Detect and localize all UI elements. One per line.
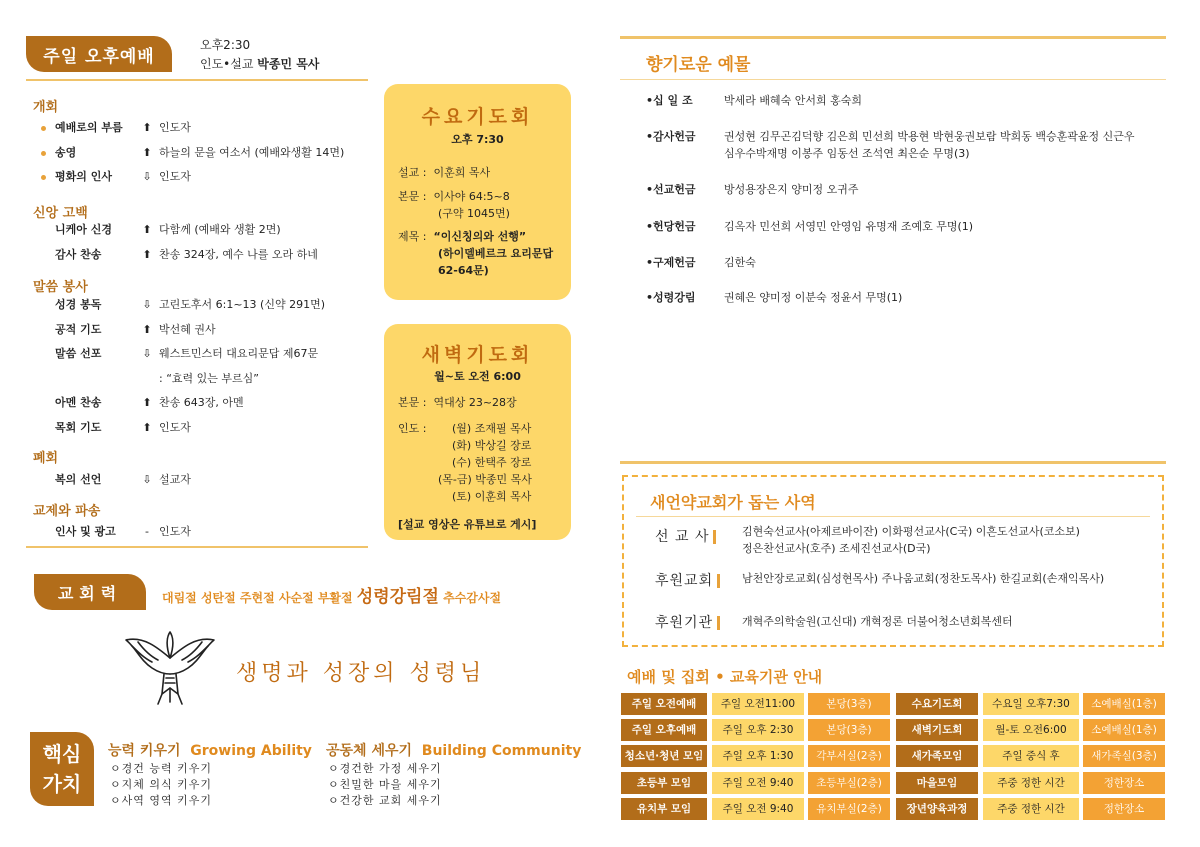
dawn-title: 새벽기도회 <box>421 344 534 366</box>
dawn-leader: (화) 박상길 장로 <box>452 439 532 452</box>
offering-label: •구제헌금 <box>646 256 696 269</box>
dawn-note: [설교 영상은 유튜브로 게시] <box>398 518 537 531</box>
core-value-item: ㅇ경건한 가정 세우기 <box>328 762 442 775</box>
supported-orgs-list: 개혁주의학술원(고신대) 개혁정론 더불어청소년회복센터 <box>742 615 1013 628</box>
offering-names: 방성용장은지 양미정 오귀주 <box>724 183 859 196</box>
preacher-name: 박종민 목사 <box>257 57 320 71</box>
order-item-value: 인도자 <box>159 420 191 434</box>
schedule-time-cell: 주일 오후 2:30 <box>712 719 804 741</box>
sit-arrow-icon: ⇩ <box>142 170 152 183</box>
offering-names: 권혜은 양미정 이분숙 정윤서 무명(1) <box>724 291 903 304</box>
core-value-1-en: Growing Ability <box>190 743 312 759</box>
order-item-label: 말씀 선포 <box>55 347 102 360</box>
wed-topic: “이신칭의와 선행” <box>433 230 527 243</box>
order-item-value: 박선혜 권사 <box>159 322 216 336</box>
schedule-time-cell: 주일 오후 1:30 <box>712 745 804 767</box>
wed-preacher-label: 설교 : <box>398 166 427 179</box>
bullet-icon <box>41 126 46 131</box>
bullet-icon <box>41 175 46 180</box>
order-section-title: 개회 <box>33 100 59 115</box>
schedule-time-cell: 주중 정한 시간 <box>983 798 1079 820</box>
offering-label: •선교헌금 <box>646 183 696 196</box>
schedule-name-cell: 마을모임 <box>896 772 978 794</box>
order-item-value: : “효력 있는 부르심” <box>159 371 259 385</box>
order-item-value: 하늘의 문을 여소서 (예배와생활 14면) <box>159 145 345 159</box>
wed-preacher: 이훈희 목사 <box>433 166 491 179</box>
order-item-value: 다함께 (예배와 생활 2면) <box>159 223 281 236</box>
season-theme: 생명과 성장의 성령님 <box>236 661 486 686</box>
offering-names: 박세라 배혜숙 안서희 홍숙희 <box>724 94 863 107</box>
offering-label: •십 일 조 <box>646 94 693 107</box>
schedule-place-cell: 새가족실(3층) <box>1083 745 1165 767</box>
order-item-label: 아멘 찬송 <box>55 396 102 409</box>
schedule-name-cell: 주일 오전예배 <box>621 693 707 715</box>
dawn-leader: (월) 조재필 목사 <box>452 422 532 435</box>
church-calendar-title: 교회력 <box>34 574 146 610</box>
supported-churches-label <box>655 570 720 590</box>
schedule-name-cell: 유치부 모임 <box>621 798 707 820</box>
wed-text-label: 본문 : <box>398 190 427 203</box>
core-value-item: ㅇ건강한 교회 세우기 <box>328 794 442 807</box>
seasons-list: 대림절 성탄절 주현절 사순절 부활절 <box>162 591 357 605</box>
offering-names: 김옥자 민선희 서영민 안영임 유명재 조예호 무명(1) <box>724 220 974 233</box>
wed-title: 수요기도회 <box>421 106 534 128</box>
ministry-title: 새언약교회가 돕는 사역 <box>650 493 816 512</box>
schedule-place-cell: 소예배실(1층) <box>1083 693 1165 715</box>
sunday-service-info <box>200 36 319 74</box>
stand-arrow-icon: ⬆ <box>142 247 152 261</box>
divider <box>26 79 368 81</box>
missionary-list: 김현숙선교사(아제르바이잔) 이화평선교사(C국) 이흔도선교사(코소보) <box>742 525 1080 538</box>
dawn-prayer-box <box>384 324 571 540</box>
dawn-text: 역대상 23~28장 <box>433 396 517 409</box>
schedule-place-cell: 본당(3층) <box>808 719 890 741</box>
bullet-icon <box>41 151 46 156</box>
schedule-time-cell: 주일 오전11:00 <box>712 693 804 715</box>
supported-churches-label-text: 후원교회 <box>655 573 714 589</box>
schedule-place-cell: 각부서실(2층) <box>808 745 890 767</box>
stand-arrow-icon: ⬆ <box>142 396 152 409</box>
schedule-time-cell: 주중 정한 시간 <box>983 772 1079 794</box>
core-value-2-ko: 공동체 세우기 <box>326 743 413 759</box>
order-section-title: 교제와 파송 <box>33 504 101 519</box>
dawn-time: 월~토 오전 6:00 <box>434 370 521 383</box>
core-value-1-heading <box>108 740 312 760</box>
sunday-time: 오후2:30 <box>200 38 251 52</box>
dawn-leader: (수) 한택주 장로 <box>452 456 532 469</box>
order-item-value: 웨스트민스터 대요리문답 제67문 <box>159 347 319 360</box>
core-value-item: ㅇ사역 영역 키우기 <box>110 794 213 807</box>
sunday-preacher-line <box>200 55 319 74</box>
order-item-label: 니케아 신경 <box>55 223 112 236</box>
wed-topic-3: 62-64문) <box>438 264 489 277</box>
stand-arrow-icon: ⬆ <box>142 121 152 134</box>
dawn-lead-label: 인도 : <box>398 422 427 435</box>
stand-arrow-icon: ⬆ <box>142 223 152 236</box>
core-value-item: ㅇ지체 의식 키우기 <box>110 778 213 791</box>
dawn-leader: (목-금) 박종민 목사 <box>438 473 532 486</box>
divider <box>620 461 1166 464</box>
schedule-place-cell: 초등부실(2층) <box>808 772 890 794</box>
order-section-title: 신앙 고백 <box>33 206 88 221</box>
schedule-name-cell: 장년양육과정 <box>896 798 978 820</box>
schedule-time-cell: 수요일 오후7:30 <box>983 693 1079 715</box>
schedule-title: 예배 및 집회 • 교육기관 안내 <box>627 668 823 686</box>
dawn-leader: (토) 이훈희 목사 <box>452 490 532 503</box>
order-item-value: 찬송 324장, 예수 나를 오라 하네 <box>159 247 318 261</box>
order-section-title: 폐회 <box>33 451 59 466</box>
order-item-label: 평화의 인사 <box>55 170 112 183</box>
divider <box>620 36 1166 39</box>
core-value-item: ㅇ경건 능력 키우기 <box>110 762 213 775</box>
dawn-text-label: 본문 : <box>398 396 427 409</box>
schedule-name-cell: 새벽기도회 <box>896 719 978 741</box>
schedule-name-cell: 수요기도회 <box>896 693 978 715</box>
offerings-title: 향기로운 예물 <box>646 55 751 75</box>
sit-arrow-icon: ⇩ <box>142 347 152 360</box>
schedule-time-cell: 주일 오전 9:40 <box>712 798 804 820</box>
schedule-time-cell: 주일 중식 후 <box>983 745 1079 767</box>
stand-arrow-icon: ⬆ <box>142 145 152 159</box>
supported-orgs-label-text: 후원기관 <box>655 615 714 631</box>
offering-label: •성령강림 <box>646 291 696 304</box>
missionary-label-text: 선 교 사 <box>655 529 710 545</box>
divider <box>620 79 1166 80</box>
core-value-2-en: Building Community <box>421 743 582 759</box>
supported-churches-list: 남천안장로교회(심성현목사) 주나움교회(정찬도목사) 한길교회(손재익목사) <box>742 572 1105 585</box>
dash-icon: - <box>145 525 149 538</box>
stand-arrow-icon: ⬆ <box>142 322 152 336</box>
order-item-value: 설교자 <box>159 473 191 486</box>
wed-text-page: (구약 1045면) <box>438 207 510 220</box>
church-calendar-seasons <box>162 582 501 607</box>
schedule-name-cell: 새가족모임 <box>896 745 978 767</box>
preacher-prefix: 인도•설교 <box>200 57 258 71</box>
offering-label: •헌당헌금 <box>646 220 696 233</box>
dove-icon <box>118 628 222 708</box>
order-item-label: 예배로의 부름 <box>55 121 123 134</box>
order-item-label: 공적 기도 <box>55 322 102 336</box>
order-item-label: 송영 <box>55 145 77 159</box>
divider <box>636 516 1150 517</box>
schedule-place-cell: 정한장소 <box>1083 772 1165 794</box>
schedule-time-cell: 월-토 오전6:00 <box>983 719 1079 741</box>
order-item-label: 감사 찬송 <box>55 247 102 261</box>
wed-time: 오후 7:30 <box>451 133 504 146</box>
schedule-place-cell: 유치부실(2층) <box>808 798 890 820</box>
schedule-place-cell: 정한장소 <box>1083 798 1165 820</box>
wed-text: 이사야 64:5~8 <box>433 190 510 203</box>
core-values-title <box>30 732 94 806</box>
order-section-title: 말씀 봉사 <box>33 280 88 295</box>
schedule-name-cell: 초등부 모임 <box>621 772 707 794</box>
core-title-2: 가치 <box>42 772 82 796</box>
offering-label: •감사헌금 <box>646 130 696 143</box>
sit-arrow-icon: ⇩ <box>142 473 152 486</box>
offering-names: 권성현 김무곤김덕향 김은희 민선희 박용현 박현웅권보람 박희동 백승훈곽윤정 신근우 심우수박재명 이봉주 임동선 조석연 최은순 무명(3) <box>724 130 1135 160</box>
order-item-value: 찬송 643장, 아멘 <box>159 396 244 409</box>
order-item-label: 인사 및 광고 <box>55 525 116 538</box>
order-item-label: 성경 봉독 <box>55 298 102 311</box>
schedule-name-cell: 청소년·청년 모임 <box>621 745 707 767</box>
schedule-place-cell: 소예배실(1층) <box>1083 719 1165 741</box>
sunday-service-title: 주일 오후예배 <box>26 36 172 72</box>
divider <box>26 546 368 548</box>
wed-topic-label: 제목 : <box>398 230 427 243</box>
offering-names: 김한숙 <box>724 256 756 269</box>
order-item-value: 인도자 <box>159 525 191 538</box>
core-title-1: 핵심 <box>42 742 82 766</box>
sit-arrow-icon: ⇩ <box>142 298 152 311</box>
wed-topic-2: (하이델베르크 요리문답 <box>438 247 554 260</box>
stand-arrow-icon: ⬆ <box>142 420 152 434</box>
order-item-label: 목회 기도 <box>55 420 102 434</box>
order-item-value: 인도자 <box>159 121 191 134</box>
schedule-place-cell: 본당(3층) <box>808 693 890 715</box>
schedule-name-cell: 주일 오후예배 <box>621 719 707 741</box>
missionary-label <box>655 526 716 546</box>
core-value-item: ㅇ친밀한 마을 세우기 <box>328 778 442 791</box>
seasons-after: 추수감사절 <box>438 591 502 605</box>
order-item-value: 인도자 <box>159 170 191 183</box>
wednesday-prayer-box <box>384 84 571 300</box>
schedule-time-cell: 주일 오전 9:40 <box>712 772 804 794</box>
core-value-1-ko: 능력 키우기 <box>108 743 181 759</box>
core-value-2-heading <box>326 740 581 760</box>
supported-orgs-label <box>655 612 720 632</box>
order-item-value: 고린도후서 6:1~13 (신약 291면) <box>159 298 325 311</box>
order-item-label: 복의 선언 <box>55 473 102 486</box>
current-season: 성령강림절 <box>356 587 439 607</box>
missionary-list-2: 정은찬선교사(호주) 조세진선교사(D국) <box>742 542 931 555</box>
